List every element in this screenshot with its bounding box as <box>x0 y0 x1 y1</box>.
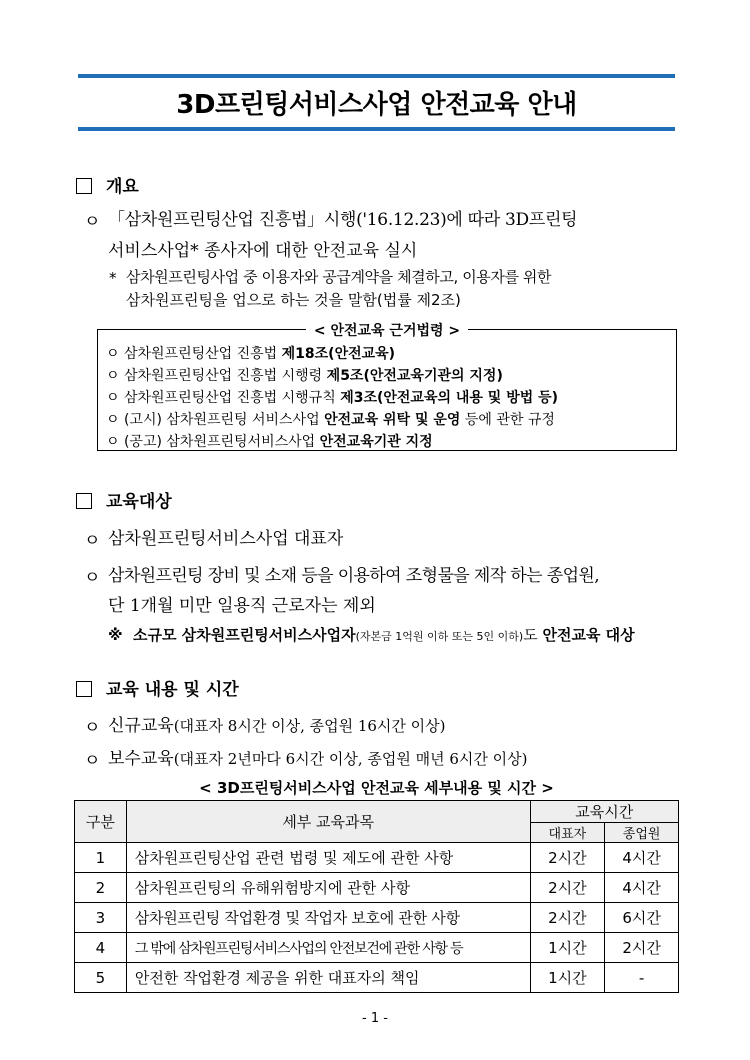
checkbox-square-icon <box>76 178 92 194</box>
law-item: ㅇ (고시) 삼차원프린팅 서비스사업 안전교육 위탁 및 운영 등에 관한 규정 <box>106 412 555 428</box>
page-number: - 1 - <box>362 1011 388 1026</box>
row-subject: 삼차원프린팅의 유해위험방지에 관한 사항 <box>126 873 530 903</box>
bullet-mark: ㅇ <box>84 751 101 771</box>
section-heading-content <box>76 675 239 700</box>
bullet-mark: ㅇ <box>84 718 101 738</box>
footnote-mark: * <box>109 269 117 287</box>
row-rep-hours: 1시간 <box>530 933 605 963</box>
header-subject: 세부 교육과목 <box>126 801 530 843</box>
row-emp-hours: 2시간 <box>605 933 679 963</box>
section-heading-target <box>76 487 172 512</box>
row-rep-hours: 1시간 <box>530 963 605 993</box>
row-no: 4 <box>75 933 127 963</box>
row-no: 5 <box>75 963 127 993</box>
row-subject: 안전한 작업환경 제공을 위한 대표자의 책임 <box>126 963 530 993</box>
row-rep-hours: 2시간 <box>530 903 605 933</box>
row-subject: 삼차원프린팅 작업환경 및 작업자 보호에 관한 사항 <box>126 903 530 933</box>
header-no: 구분 <box>75 801 127 843</box>
row-emp-hours: 6시간 <box>605 903 679 933</box>
new-education-line: 신규교육(대표자 8시간 이상, 종업원 16시간 이상) <box>108 716 446 736</box>
table-caption: < 3D프린팅서비스사업 안전교육 세부내용 및 시간 > <box>199 779 554 797</box>
section-heading-label: 개요 <box>106 177 139 197</box>
refresh-education-line: 보수교육(대표자 2년마다 6시간 이상, 종업원 매년 6시간 이상) <box>108 749 528 769</box>
section-heading-label: 교육 내용 및 시간 <box>106 680 239 700</box>
legal-basis-box <box>97 323 677 451</box>
row-no: 3 <box>75 903 127 933</box>
row-no: 1 <box>75 843 127 873</box>
legal-basis-caption: < 안전교육 근거법령 > <box>98 320 676 340</box>
table-row <box>75 933 679 963</box>
table-row <box>75 843 679 873</box>
table-header-row <box>75 801 679 823</box>
target-item2-line1: 삼차원프린팅 장비 및 소재 등을 이용하여 조형물을 제작 하는 종업원, <box>108 566 600 586</box>
overview-text-line1: 「삼차원프린팅산업 진흥법」시행('16.12.23)에 따라 3D프린팅 <box>108 210 578 230</box>
footnote-line2: 삼차원프린팅을 업으로 하는 것을 말함(법률 제2조) <box>126 291 461 309</box>
overview-text-line2: 서비스사업* 종사자에 대한 안전교육 실시 <box>108 241 418 261</box>
header-hours: 교육시간 <box>530 801 678 823</box>
row-emp-hours: 4시간 <box>605 843 679 873</box>
law-item: ㅇ 삼차원프린팅산업 진흥법 시행규칙 제3조(안전교육의 내용 및 방법 등) <box>106 390 559 406</box>
footnote-line1: 삼차원프린팅사업 중 이용자와 공급계약을 체결하고, 이용자를 위한 <box>126 268 552 286</box>
law-item: ㅇ (공고) 삼차원프린팅서비스사업 안전교육기관 지정 <box>106 434 433 450</box>
row-subject: 그 밖에 삼차원프린팅서비스사업의 안전보건에 관한 사항 등 <box>126 933 530 963</box>
table-row <box>75 963 679 993</box>
section-heading-label: 교육대상 <box>106 492 172 512</box>
bullet-mark: ㅇ <box>84 212 101 232</box>
title-top-rule <box>78 74 675 78</box>
target-item1: 삼차원프린팅서비스사업 대표자 <box>108 529 344 549</box>
header-employee: 종업원 <box>605 823 679 843</box>
law-item: ㅇ 삼차원프린팅산업 진흥법 제18조(안전교육) <box>106 346 396 362</box>
target-item2-line2: 단 1개월 미만 일용직 근로자는 제외 <box>108 596 376 616</box>
bullet-mark: ㅇ <box>84 568 101 588</box>
row-emp-hours: - <box>605 963 679 993</box>
table-row <box>75 873 679 903</box>
row-rep-hours: 2시간 <box>530 843 605 873</box>
education-table <box>74 800 679 993</box>
header-representative: 대표자 <box>530 823 605 843</box>
checkbox-square-icon <box>76 681 92 697</box>
row-rep-hours: 2시간 <box>530 873 605 903</box>
page-title: 3D프린팅서비스사업 안전교육 안내 <box>176 90 577 120</box>
checkbox-square-icon <box>76 493 92 509</box>
bullet-mark: ㅇ <box>84 531 101 551</box>
table-row <box>75 903 679 933</box>
small-business-note: ※ 소규모 삼차원프린팅서비스사업자(자본금 1억원 이하 또는 5인 이하)도 안전교육 대상 <box>108 626 635 644</box>
section-heading-overview <box>76 172 139 197</box>
row-no: 2 <box>75 873 127 903</box>
law-item: ㅇ 삼차원프린팅산업 진흥법 시행령 제5조(안전교육기관의 지정) <box>106 368 503 384</box>
row-emp-hours: 4시간 <box>605 873 679 903</box>
title-bottom-rule <box>78 127 675 131</box>
row-subject: 삼차원프린팅산업 관련 법령 및 제도에 관한 사항 <box>126 843 530 873</box>
